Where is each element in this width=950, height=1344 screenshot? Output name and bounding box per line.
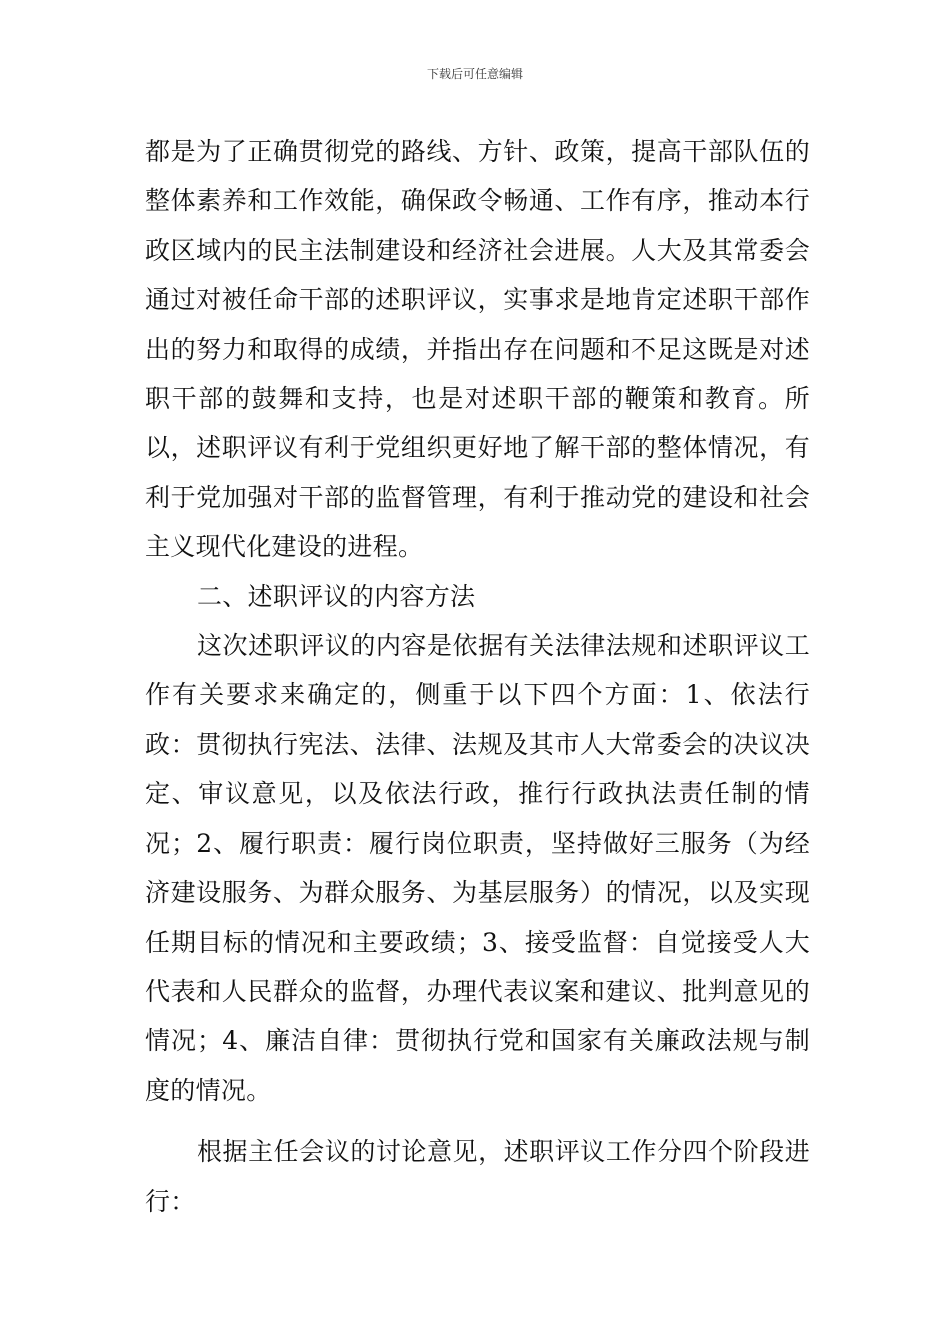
page-header-note: 下载后可任意编辑 [426,67,523,81]
body-paragraph-continuation: 都是为了正确贯彻党的路线、方针、政策，提高干部队伍的整体素养和工作效能，确保政令畅通、工作有序，推动本行政区域内的民主法制建设和经济社会进展。人大及其常委会通过对被任命干部的述职评议，实事求是地肯定述职干部作出的努力和取得的成绩，并指出存在问题和不足这既是对述职干部的鼓舞和支持，也是对述职干部的鞭策和教育。所以，述职评议有利于党组织更好地了解干部的整体情况，有利于党加强对干部的监督管理，有利于推动党的建设和社会主义现代化建设的进程。 [145,137,810,562]
document-body [145,127,810,1226]
body-paragraph-stages: 根据主任会议的讨论意见，述职评议工作分四个阶段进行： [145,1137,810,1216]
body-paragraph-content: 这次述职评议的内容是依据有关法律法规和述职评议工作有关要求来确定的，侧重于以下四个方面：1、依法行政：贯彻执行宪法、法律、法规及其市人大常委会的决议决定、审议意见，以及依法行政，推行行政执法责任制的情况；2、履行职责：履行岗位职责，坚持做好三服务（为经济建设服务、为群众服务、为基层服务）的情况，以及实现任期目标的情况和主要政绩；3、接受监督：自觉接受人大代表和人民群众的监督，办理代表议案和建议、批判意见的情况；4、廉洁自律：贯彻执行党和国家有关廉政法规与制度的情况。 [145,631,810,1105]
section-heading-content-methods: 二、述职评议的内容方法 [197,581,476,611]
